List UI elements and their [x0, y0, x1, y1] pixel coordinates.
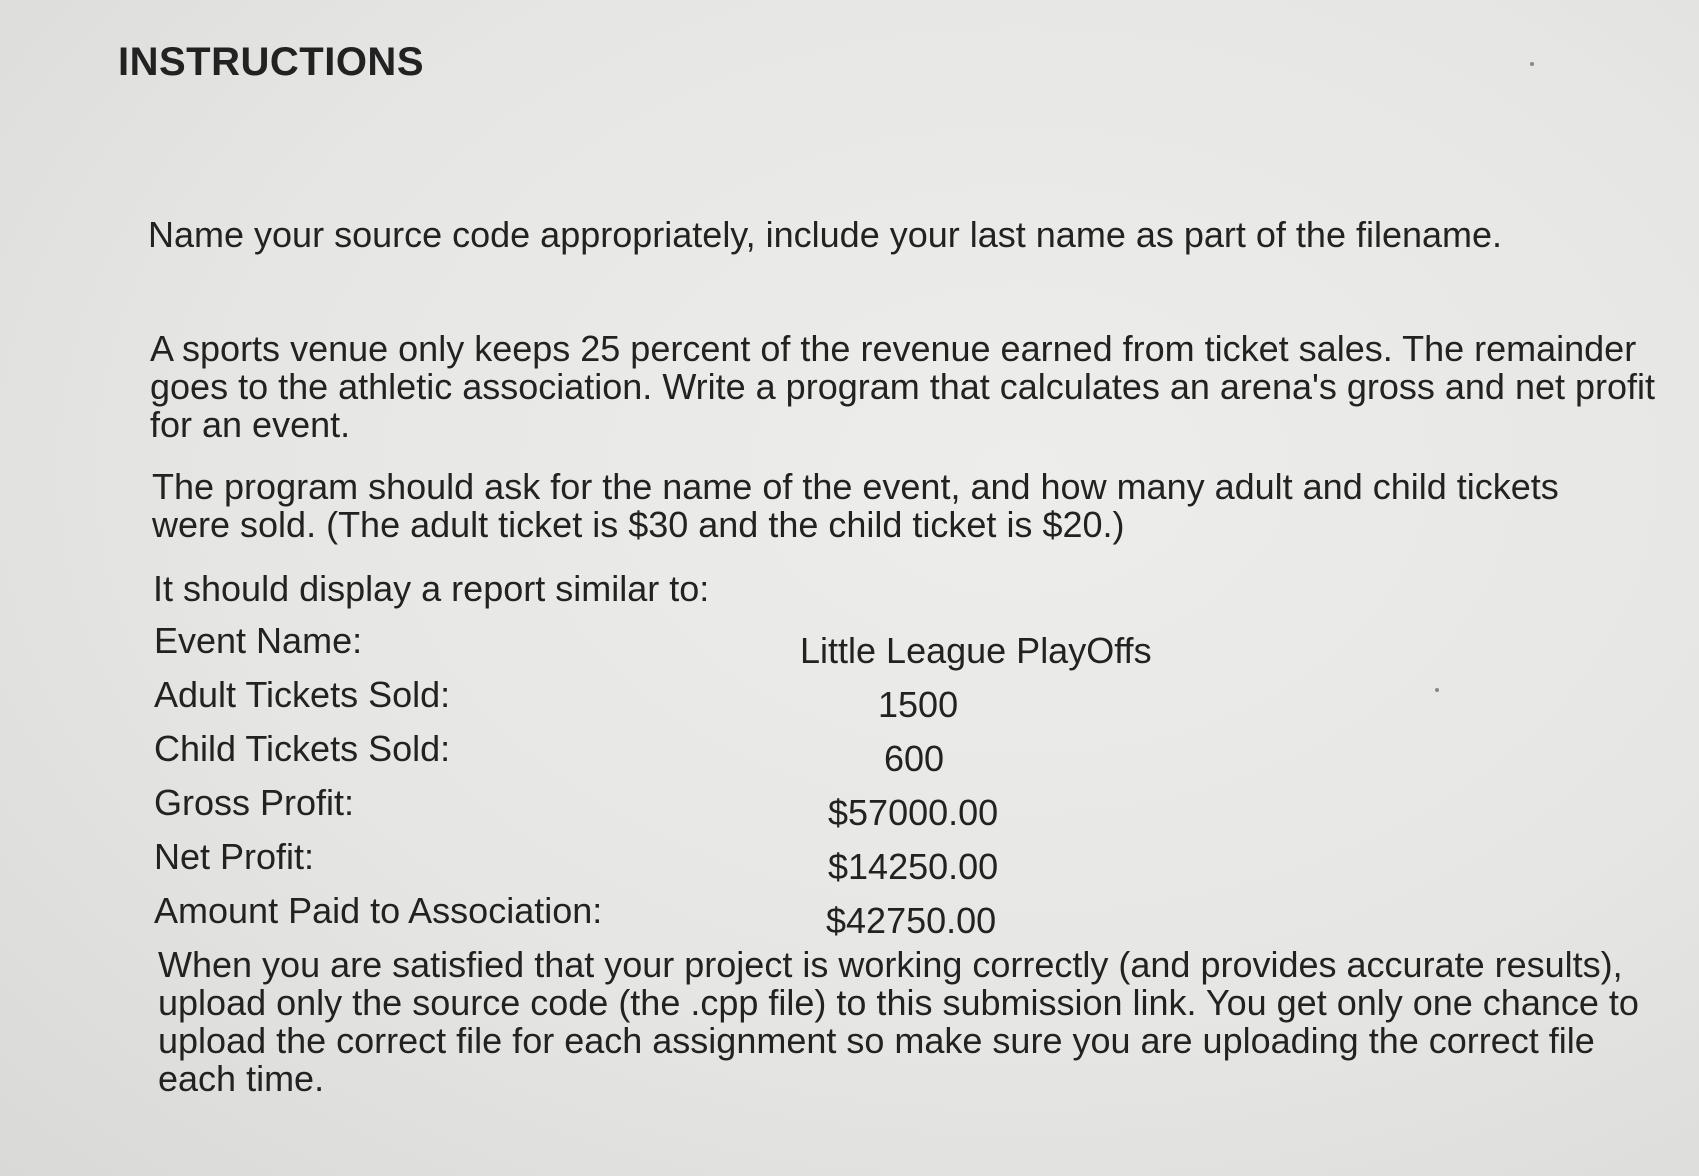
report-label: Amount Paid to Association:: [154, 890, 603, 931]
report-value: 1500: [878, 684, 959, 725]
report-label: Gross Profit:: [154, 782, 355, 823]
report-value: 600: [884, 738, 945, 779]
submission-instructions: When you are satisfied that your project is working correctly (and provides accurate results), upload only the source code (the .cpp file) to this submission link. You get only one chance to upload the correct file for each assignment so make sure you are uploading the correct file each time.: [158, 944, 1639, 1099]
report-label: Event Name:: [154, 620, 363, 661]
report-row-child-tickets: [154, 728, 1154, 782]
report-label: Net Profit:: [154, 836, 315, 877]
screen-speck: [1530, 62, 1534, 66]
report-intro: It should display a report similar to:: [153, 568, 710, 609]
venue-description: A sports venue only keeps 25 percent of the revenue earned from ticket sales. The remainder goes to the athletic association. Write a program that calculates an arena's gross and net profit for an event.: [150, 328, 1656, 445]
page-title: INSTRUCTIONS: [118, 40, 424, 84]
report-value: $57000.00: [828, 792, 999, 833]
screen-speck: [1435, 688, 1439, 692]
sample-report: [154, 620, 1154, 944]
program-requirements: The program should ask for the name of the event, and how many adult and child tickets were sold. (The adult ticket is $30 and the child ticket is $20.): [152, 466, 1559, 545]
report-row-net-profit: [154, 836, 1154, 890]
report-value: $42750.00: [826, 900, 997, 941]
report-row-gross-profit: [154, 782, 1154, 836]
filename-instruction: Name your source code appropriately, include your last name as part of the filename.: [148, 214, 1503, 255]
report-row-event-name: [154, 620, 1154, 674]
report-label: Adult Tickets Sold:: [154, 674, 451, 715]
report-value: $14250.00: [828, 846, 999, 887]
report-row-adult-tickets: [154, 674, 1154, 728]
report-row-association: [154, 890, 1154, 944]
report-value: Little League PlayOffs: [800, 630, 1152, 671]
report-label: Child Tickets Sold:: [154, 728, 451, 769]
